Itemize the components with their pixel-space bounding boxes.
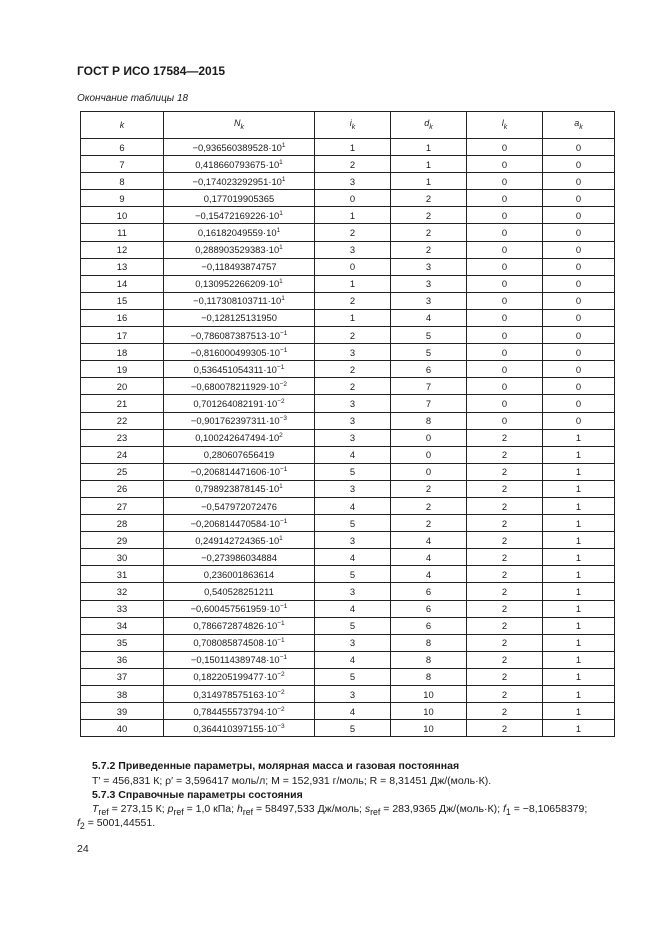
table-cell: 4	[315, 600, 391, 617]
table-cell: 4	[315, 549, 391, 566]
table-cell: 6	[391, 600, 467, 617]
table-cell: 2	[315, 292, 391, 309]
table-cell: 39	[81, 703, 164, 720]
table-cell: 1	[543, 446, 615, 463]
table-cell: 2	[467, 703, 543, 720]
table-cell: 32	[81, 583, 164, 600]
table-cell: 1	[543, 515, 615, 532]
table-cell: 0	[467, 156, 543, 173]
table-row	[81, 515, 615, 532]
section-5-7-3-text: $T_{ref} = 273,15$ К; $p_{ref} = 1,0$ кПа; $h_{ref} = 58497,533$ Дж/моль; $s_{ref} = 283,9365$ Дж/(моль·К); $f_1 = -8,10658379$;	[92, 803, 588, 818]
table-cell: 2	[391, 190, 467, 207]
table-cell: 2	[391, 480, 467, 497]
column-header: $d_k$	[391, 112, 467, 139]
table-cell: −0,128125131950	[164, 309, 315, 326]
table-cell: 8	[81, 173, 164, 190]
table-cell: 2	[467, 668, 543, 685]
table-cell: $0,536451054311\cdot 10^{-1}$	[164, 361, 315, 378]
table-cell: 22	[81, 412, 164, 429]
table-cell: 1	[543, 532, 615, 549]
table-cell: 1	[543, 583, 615, 600]
table-cell: 2	[467, 720, 543, 737]
exponent: 1	[279, 534, 283, 542]
table-cell: 0	[467, 309, 543, 326]
exponent: −2	[277, 671, 285, 679]
table-cell: 2	[391, 515, 467, 532]
exponent: 2	[279, 432, 283, 440]
table-cell: 5	[315, 720, 391, 737]
table-cell: 6	[391, 361, 467, 378]
table-cell: 2	[391, 207, 467, 224]
table-cell: 0	[467, 344, 543, 361]
table-row	[81, 463, 615, 480]
table-cell: 2	[467, 532, 543, 549]
table-cell: 1	[543, 634, 615, 651]
table-cell: 0	[543, 378, 615, 395]
table-cell: 4	[391, 549, 467, 566]
table-cell: $0,182205199477\cdot 10^{-2}$	[164, 668, 315, 685]
table-cell: 0	[391, 463, 467, 480]
table-cell: 0	[543, 156, 615, 173]
table-row	[81, 429, 615, 446]
exponent: −2	[279, 380, 288, 388]
exponent: 1	[279, 278, 283, 286]
table-cell: 1	[315, 275, 391, 292]
exponent: 1	[279, 158, 283, 166]
table-cell: 26	[81, 480, 164, 497]
page-number: 24	[77, 843, 89, 855]
table-cell: $0,314978575163\cdot 10^{-2}$	[164, 686, 315, 703]
table-row	[81, 258, 615, 275]
table-row	[81, 309, 615, 326]
table-cell: 3	[315, 173, 391, 190]
table-cell: 33	[81, 600, 164, 617]
table-cell: $0,249142724365\cdot 10^1$	[164, 532, 315, 549]
table-cell: 1	[315, 139, 391, 156]
table-cell: 3	[315, 532, 391, 549]
table-cell: $-0,680078211929\cdot 10^{-2}$	[164, 378, 315, 395]
table-row	[81, 634, 615, 651]
table-cell: $0,701264082191\cdot 10^{-2}$	[164, 395, 315, 412]
exponent: 1	[281, 295, 285, 303]
table-cell: 0	[467, 190, 543, 207]
table-cell: 23	[81, 429, 164, 446]
table-cell: 5	[315, 463, 391, 480]
table-cell: 1	[543, 686, 615, 703]
table-cell: 37	[81, 668, 164, 685]
table-cell: 1	[543, 617, 615, 634]
table-cell: 1	[543, 566, 615, 583]
exponent: −1	[280, 466, 288, 474]
table-row	[81, 668, 615, 685]
table-cell: 8	[391, 634, 467, 651]
table-row	[81, 532, 615, 549]
table-cell: 12	[81, 241, 164, 258]
table-cell: 10	[391, 720, 467, 737]
table-cell: 2	[467, 566, 543, 583]
table-cell: 17	[81, 327, 164, 344]
table-cell: 19	[81, 361, 164, 378]
exponent: 1	[281, 175, 286, 183]
document-header: ГОСТ Р ИСО 17584—2015	[77, 64, 226, 78]
table-cell: 0	[467, 361, 543, 378]
table-cell: 1	[391, 173, 467, 190]
table-cell: 0,236001863614	[164, 566, 315, 583]
table-cell: 16	[81, 309, 164, 326]
table-cell: 2	[467, 651, 543, 668]
table-row	[81, 139, 615, 156]
exponent: −1	[280, 346, 288, 354]
table-cell: 0	[543, 361, 615, 378]
table-cell: 1	[543, 720, 615, 737]
table-cell: 4	[391, 566, 467, 583]
table-cell: −0,273986034884	[164, 549, 315, 566]
table-cell: 1	[391, 139, 467, 156]
table-cell: 3	[315, 344, 391, 361]
table-cell: 30	[81, 549, 164, 566]
exponent: −1	[280, 517, 288, 525]
table-cell: 3	[315, 241, 391, 258]
table-cell: 0	[467, 275, 543, 292]
table-cell: 2	[315, 224, 391, 241]
table-cell: 0	[543, 258, 615, 275]
table-cell: 0	[543, 241, 615, 258]
table-cell: 0	[543, 292, 615, 309]
table-row	[81, 566, 615, 583]
table-cell: 0	[543, 327, 615, 344]
table-cell: 3	[315, 429, 391, 446]
table-cell: −0,547972072476	[164, 497, 315, 514]
table-row	[81, 395, 615, 412]
exponent: 1	[279, 243, 283, 251]
column-header: k	[81, 112, 164, 139]
table-row	[81, 173, 615, 190]
table-cell: 1	[315, 309, 391, 326]
table-cell: $0,786672874826\cdot 10^{-1}$	[164, 617, 315, 634]
table-cell: 0	[467, 173, 543, 190]
table-cell: 10	[391, 686, 467, 703]
table-cell: $0,16182049559\cdot 10^1$	[164, 224, 315, 241]
table-cell: 40	[81, 720, 164, 737]
table-cell: 27	[81, 497, 164, 514]
section-5-7-3-text-cont: $f_2 = 5001,44551$.	[77, 817, 156, 832]
table-body	[81, 139, 615, 737]
exponent: 1	[281, 141, 286, 149]
table-cell: 2	[467, 617, 543, 634]
table-cell: 4	[315, 446, 391, 463]
table-cell: 5	[391, 327, 467, 344]
exponent: −1	[276, 363, 285, 371]
table-cell: 2	[467, 583, 543, 600]
section-5-7-3-heading: 5.7.3 Справочные параметры состояния	[92, 789, 303, 801]
table-cell: 0	[467, 258, 543, 275]
exponent: −1	[277, 620, 285, 628]
table-cell: 2	[467, 463, 543, 480]
table-row	[81, 617, 615, 634]
table-row	[81, 651, 615, 668]
table-cell: 0	[467, 395, 543, 412]
table-cell: 10	[81, 207, 164, 224]
exponent: −3	[277, 722, 285, 730]
table-cell: 3	[391, 292, 467, 309]
table-cell: 18	[81, 344, 164, 361]
table-cell: $0,798923878145\cdot 10^1$	[164, 480, 315, 497]
table-cell: 5	[315, 617, 391, 634]
table-cell: $-0,15472169226\cdot 10^1$	[164, 207, 315, 224]
table-row	[81, 583, 615, 600]
table-cell: 0,177019905365	[164, 190, 315, 207]
table-cell: 0	[543, 395, 615, 412]
table-cell: $-0,150114389748\cdot 10^{-1}$	[164, 651, 315, 668]
exponent: −1	[280, 329, 288, 337]
table-cell: 3	[315, 583, 391, 600]
table-cell: 1	[391, 156, 467, 173]
column-header: $i_k$	[315, 112, 391, 139]
table-cell: $0,364410397155\cdot 10^{-3}$	[164, 720, 315, 737]
exponent: 1	[279, 209, 283, 217]
table-cell: 2	[467, 497, 543, 514]
table-cell: 7	[81, 156, 164, 173]
table-cell: 2	[467, 429, 543, 446]
table-cell: 1	[543, 549, 615, 566]
table-cell: 3	[391, 258, 467, 275]
table-cell: 4	[315, 703, 391, 720]
table-cell: 0	[391, 429, 467, 446]
table-cell: 2	[315, 361, 391, 378]
table-cell: $-0,816000499305\cdot 10^{-1}$	[164, 344, 315, 361]
table-cell: 0	[467, 139, 543, 156]
exponent: −2	[277, 688, 285, 696]
table-row	[81, 446, 615, 463]
table-cell: 2	[315, 378, 391, 395]
table-row	[81, 378, 615, 395]
table-cell: 3	[315, 686, 391, 703]
table-cell: 0	[315, 190, 391, 207]
table-cell: $0,784455573794\cdot 10^{-2}$	[164, 703, 315, 720]
table-cell: $0,130952266209\cdot 10^1$	[164, 275, 315, 292]
table-row	[81, 156, 615, 173]
table-cell: 28	[81, 515, 164, 532]
table-cell: 1	[543, 600, 615, 617]
table-cell: 6	[391, 583, 467, 600]
table-cell: 1	[543, 651, 615, 668]
table-cell: 0	[467, 412, 543, 429]
table-cell: 25	[81, 463, 164, 480]
table-row	[81, 207, 615, 224]
table-cell: 11	[81, 224, 164, 241]
table-cell: 0	[543, 207, 615, 224]
table-row	[81, 686, 615, 703]
table-cell: 10	[391, 703, 467, 720]
table-cell: 3	[315, 634, 391, 651]
table-cell: 1	[543, 703, 615, 720]
table-cell: 7	[391, 395, 467, 412]
table-cell: $-0,206814470584\cdot 10^{-1}$	[164, 515, 315, 532]
exponent: 1	[276, 226, 281, 234]
table-cell: 0	[543, 309, 615, 326]
table-cell: 31	[81, 566, 164, 583]
table-row	[81, 497, 615, 514]
table-cell: 2	[391, 224, 467, 241]
table-cell: 0	[543, 139, 615, 156]
table-cell: 5	[315, 668, 391, 685]
table-cell: 3	[315, 412, 391, 429]
table-cell: 1	[543, 668, 615, 685]
table-row	[81, 703, 615, 720]
table-cell: $0,418660793675\cdot 10^1$	[164, 156, 315, 173]
table-cell: 15	[81, 292, 164, 309]
table-row	[81, 412, 615, 429]
table-cell: 8	[391, 651, 467, 668]
table-cell: 5	[315, 566, 391, 583]
table-cell: $-0,786087387513\cdot 10^{-1}$	[164, 327, 315, 344]
table-cell: 7	[391, 378, 467, 395]
section-5-7-2-text: T′ = 456,831 К; ρ′ = 3,596417 моль/л; M = 152,931 г/моль; R = 8,31451 Дж/(моль·К).	[92, 775, 492, 787]
table-row	[81, 327, 615, 344]
table-cell: 4	[315, 651, 391, 668]
table-cell: 0	[467, 241, 543, 258]
table-cell: $0,288903529383\cdot 10^1$	[164, 241, 315, 258]
table-cell: 0	[467, 327, 543, 344]
table-header-row	[81, 112, 615, 139]
table-cell: 5	[391, 344, 467, 361]
table-cell: $-0,600457561959\cdot 10^{-1}$	[164, 600, 315, 617]
table-cell: 1	[543, 429, 615, 446]
table-cell: −0,118493874757	[164, 258, 315, 275]
table-cell: 4	[315, 497, 391, 514]
table-cell: 5	[315, 515, 391, 532]
table-cell: 8	[391, 412, 467, 429]
table-cell: $-0,117308103711\cdot 10^1$	[164, 292, 315, 309]
table-cell: 2	[467, 686, 543, 703]
table-cell: 24	[81, 446, 164, 463]
exponent: −1	[280, 602, 288, 610]
table-cell: 6	[81, 139, 164, 156]
table-cell: 2	[315, 156, 391, 173]
table-cell: 29	[81, 532, 164, 549]
table-cell: 21	[81, 395, 164, 412]
table-cell: $-0,936560389528\cdot 10^1$	[164, 139, 315, 156]
table-cell: 0	[543, 190, 615, 207]
table-caption: Окончание таблицы 18	[77, 93, 189, 104]
table-cell: 2	[391, 497, 467, 514]
table-row	[81, 361, 615, 378]
table-cell: 36	[81, 651, 164, 668]
table-cell: 0	[467, 224, 543, 241]
table-cell: 13	[81, 258, 164, 275]
table-cell: 8	[391, 668, 467, 685]
table-cell: 2	[467, 600, 543, 617]
table-cell: 0	[391, 446, 467, 463]
column-header: $N_k$	[164, 112, 315, 139]
table-cell: 0	[467, 207, 543, 224]
table-cell: 6	[391, 617, 467, 634]
exponent: −1	[279, 654, 288, 662]
table-cell: 3	[315, 480, 391, 497]
table-cell: 2	[467, 446, 543, 463]
table-cell: 0	[467, 378, 543, 395]
table-cell: $0,708085874508\cdot 10^{-1}$	[164, 634, 315, 651]
table-row	[81, 292, 615, 309]
table-row	[81, 241, 615, 258]
table-cell: 2	[467, 549, 543, 566]
column-header: $l_k$	[467, 112, 543, 139]
table-cell: 0	[467, 292, 543, 309]
table-cell: 1	[543, 463, 615, 480]
table-cell: 2	[391, 241, 467, 258]
table-cell: 20	[81, 378, 164, 395]
table-cell: $-0,901762397311\cdot 10^{-3}$	[164, 412, 315, 429]
column-header: $a_k$	[543, 112, 615, 139]
table-cell: 0	[315, 258, 391, 275]
table-cell: 0	[543, 173, 615, 190]
table-cell: 3	[391, 275, 467, 292]
table-cell: $0,100242647494\cdot 10^2$	[164, 429, 315, 446]
table-cell: 1	[543, 497, 615, 514]
table-cell: 14	[81, 275, 164, 292]
table-cell: 2	[467, 480, 543, 497]
table-row	[81, 720, 615, 737]
table-cell: 0	[543, 344, 615, 361]
table-row	[81, 275, 615, 292]
table-cell: 38	[81, 686, 164, 703]
section-5-7-2-heading: 5.7.2 Приведенные параметры, молярная масса и газовая постоянная	[92, 760, 460, 772]
table-row	[81, 190, 615, 207]
table-row	[81, 224, 615, 241]
table-cell: 0,280607656419	[164, 446, 315, 463]
table-cell: 2	[467, 515, 543, 532]
exponent: −1	[277, 637, 285, 645]
table-cell: 3	[315, 395, 391, 412]
table-cell: 2	[467, 634, 543, 651]
table-row	[81, 344, 615, 361]
coefficients-table	[80, 111, 615, 737]
exponent: 1	[279, 483, 283, 491]
table-row	[81, 600, 615, 617]
table-cell: 1	[543, 480, 615, 497]
table-row	[81, 549, 615, 566]
table-cell: 1	[315, 207, 391, 224]
exponent: −2	[277, 397, 285, 405]
table-cell: $-0,174023292951\cdot 10^1$	[164, 173, 315, 190]
table-cell: 0	[543, 275, 615, 292]
table-cell: 4	[391, 532, 467, 549]
table-cell: 34	[81, 617, 164, 634]
table-cell: 35	[81, 634, 164, 651]
table-cell: 0,540528251211	[164, 583, 315, 600]
table-cell: 0	[543, 412, 615, 429]
table-cell: 2	[315, 327, 391, 344]
table-cell: 4	[391, 309, 467, 326]
table-row	[81, 480, 615, 497]
table-cell: 0	[543, 224, 615, 241]
exponent: −3	[279, 414, 288, 422]
exponent: −2	[277, 705, 285, 713]
table-cell: $-0,206814471606\cdot 10^{-1}$	[164, 463, 315, 480]
table-cell: 9	[81, 190, 164, 207]
